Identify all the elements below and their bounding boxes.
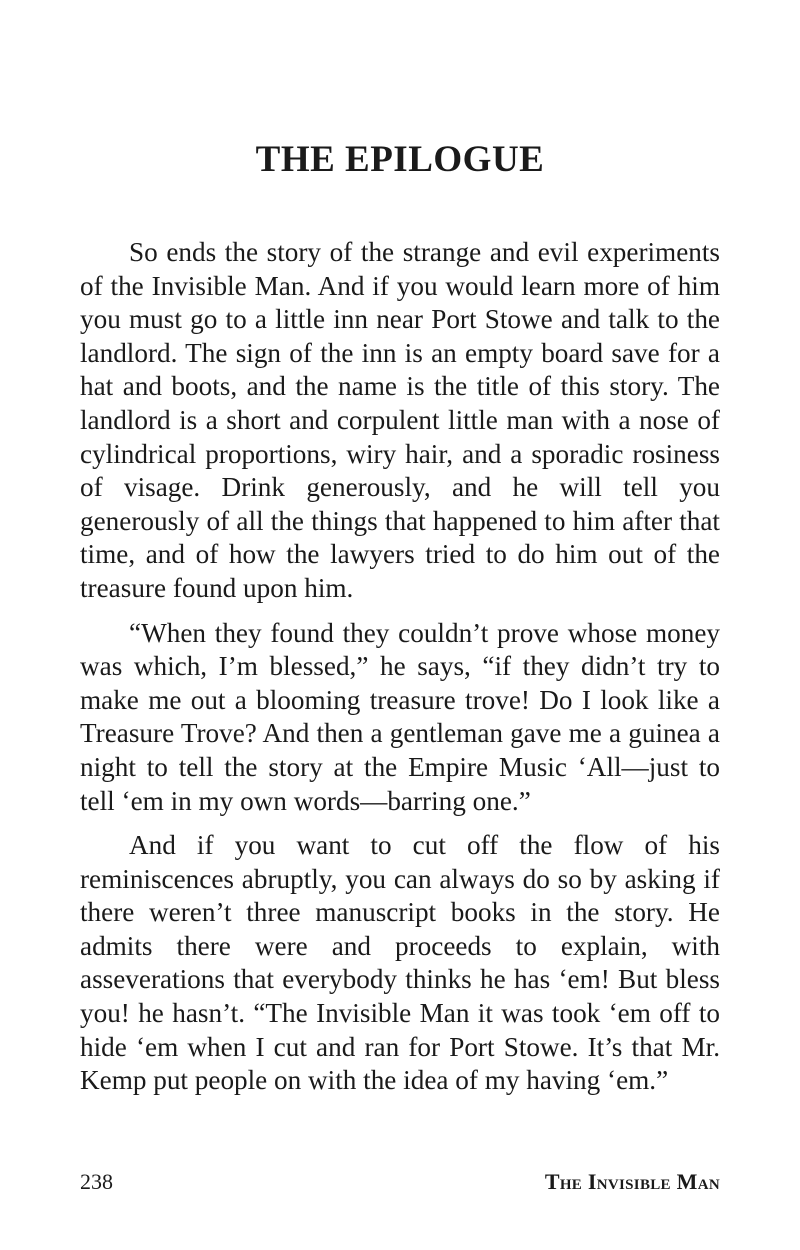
paragraph: So ends the story of the strange and evil experiments of the Invisible Man. And if you would learn more of him you must go to a little inn near Port Stowe and talk to the landlord. The sign of the inn is an empty board save for a hat and boots, and the name is the title of this story. The landlord is a short and corpulent little man with a nose of cylindrical proportions, wiry hair, and a sporadic rosiness of visage. Drink generously, and he will tell you generously of all the things that happened to him after that time, and of how the lawyers tried to do him out of the treasure found upon him. [80,237,720,603]
paragraph: And if you want to cut off the flow of his reminiscences abruptly, you can always do so by asking if there weren’t three manuscript books in the story. He admits there were and proceeds to explain, with asseverations that everybody thinks he has ‘em! But bless you! he hasn’t. “The Invisible Man it was took ‘em off to hide ‘em when I cut and ran for Port Stowe. It’s that Mr. Kemp put people on with the idea of my having ‘em.” [80,830,720,1096]
chapter-title: THE EPILOGUE [255,139,545,180]
paragraph: “When they found they couldn’t prove whose money was which, I’m blessed,” he says, “if they didn’t try to make me out a blooming treasure trove! Do I look like a Treasure Trove? And then a gentleman gave me a guinea a night to tell the story at the Empire Music ‘All—just to tell ‘em in my own words—barring one.” [80,617,720,816]
body-text [80,236,720,1109]
page-number: 238 [80,1169,113,1194]
book-page [80,0,720,1250]
running-title: The Invisible Man [544,1169,720,1194]
page-footer [80,1167,720,1197]
